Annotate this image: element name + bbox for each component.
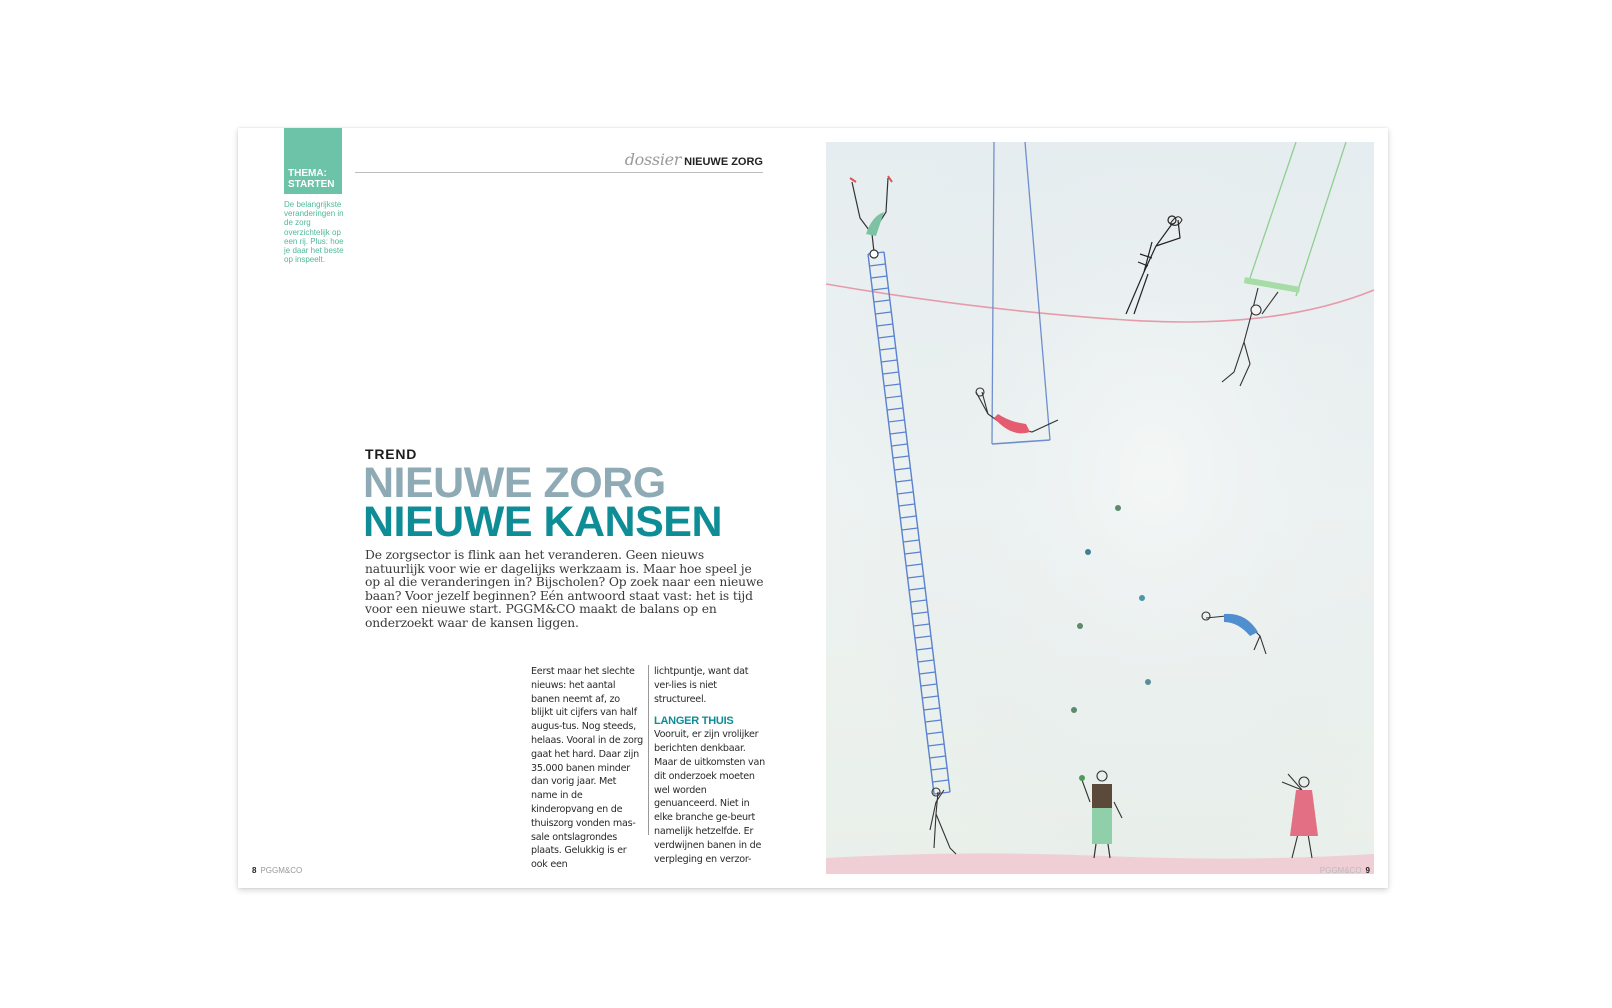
folio-right-label: PGGM&CO: [1319, 866, 1362, 875]
page-number-right: 9: [1365, 866, 1370, 875]
folio-right: [1320, 866, 1370, 875]
column2-top-text: lichtpuntje, want dat ver-lies is niet structureel.: [654, 666, 749, 705]
theme-tag: [284, 128, 342, 194]
dossier-word: dossier: [624, 150, 682, 169]
column-divider: [648, 665, 649, 835]
folio-left-label: PGGM&CO: [260, 866, 303, 875]
headline-line2: NIEUWE KANSEN: [363, 498, 723, 546]
folio-left: [252, 866, 302, 875]
theme-label-line2: STARTEN: [288, 179, 335, 190]
column2-bottom-text: Vooruit, er zijn vrolijker berichten denkbaar. Maar de uitkomsten van dit onderzoek moeten wel worden genuanceerd. Niet in elke branche ge-beurt namelijk hetzelfde. Er verdwijnen banen in de verpleging en verzor-: [654, 729, 765, 865]
page-number-left: 8: [252, 866, 257, 875]
article-kicker: TREND: [365, 446, 418, 462]
theme-description: De belangrijkste veranderingen in de zorg overzichtelijk op een rij. Plus: hoe je daar het beste op inspeelt.: [284, 200, 344, 265]
magazine-spread: [238, 128, 1388, 888]
article-intro: De zorgsector is flink aan het veranderen. Geen nieuws natuurlijk voor wie er dagelijks werkzaam is. Maar hoe speel je op al die veranderingen in? Bijscholen? Op zoek naar een nieuwe baan? Voor jezelf beginnen? Eén antwoord staat vast: het is tijd voor een nieuwe start. PGGM&CO maakt de balans op en onderzoekt waar de kansen liggen.: [365, 548, 764, 630]
circus-acrobats-illustration: [826, 142, 1374, 874]
section-header: [625, 150, 763, 170]
headline-line1: NIEUWE ZORG: [363, 459, 666, 507]
header-divider: [355, 172, 763, 173]
dossier-name: NIEUWE ZORG: [684, 156, 763, 168]
theme-label-line1: THEMA:: [288, 168, 327, 179]
article-subhead: LANGER THUIS: [654, 715, 734, 728]
article-body: [531, 665, 771, 871]
article-headline: [363, 459, 723, 546]
body-column-1: Eerst maar het slechte nieuws: het aantal banen neemt af, zo blijkt uit cijfers van half augus-tus. Nog steeds, helaas. Vooral in de zorg gaat het hard. Daar zijn 35.000 banen minder dan vorig jaar. Met name in de kinderopvang en de thuiszorg vonden mas-sale ontslagrondes plaats. Gelukkig is er ook een: [531, 666, 643, 871]
body-column-2: [654, 665, 766, 866]
